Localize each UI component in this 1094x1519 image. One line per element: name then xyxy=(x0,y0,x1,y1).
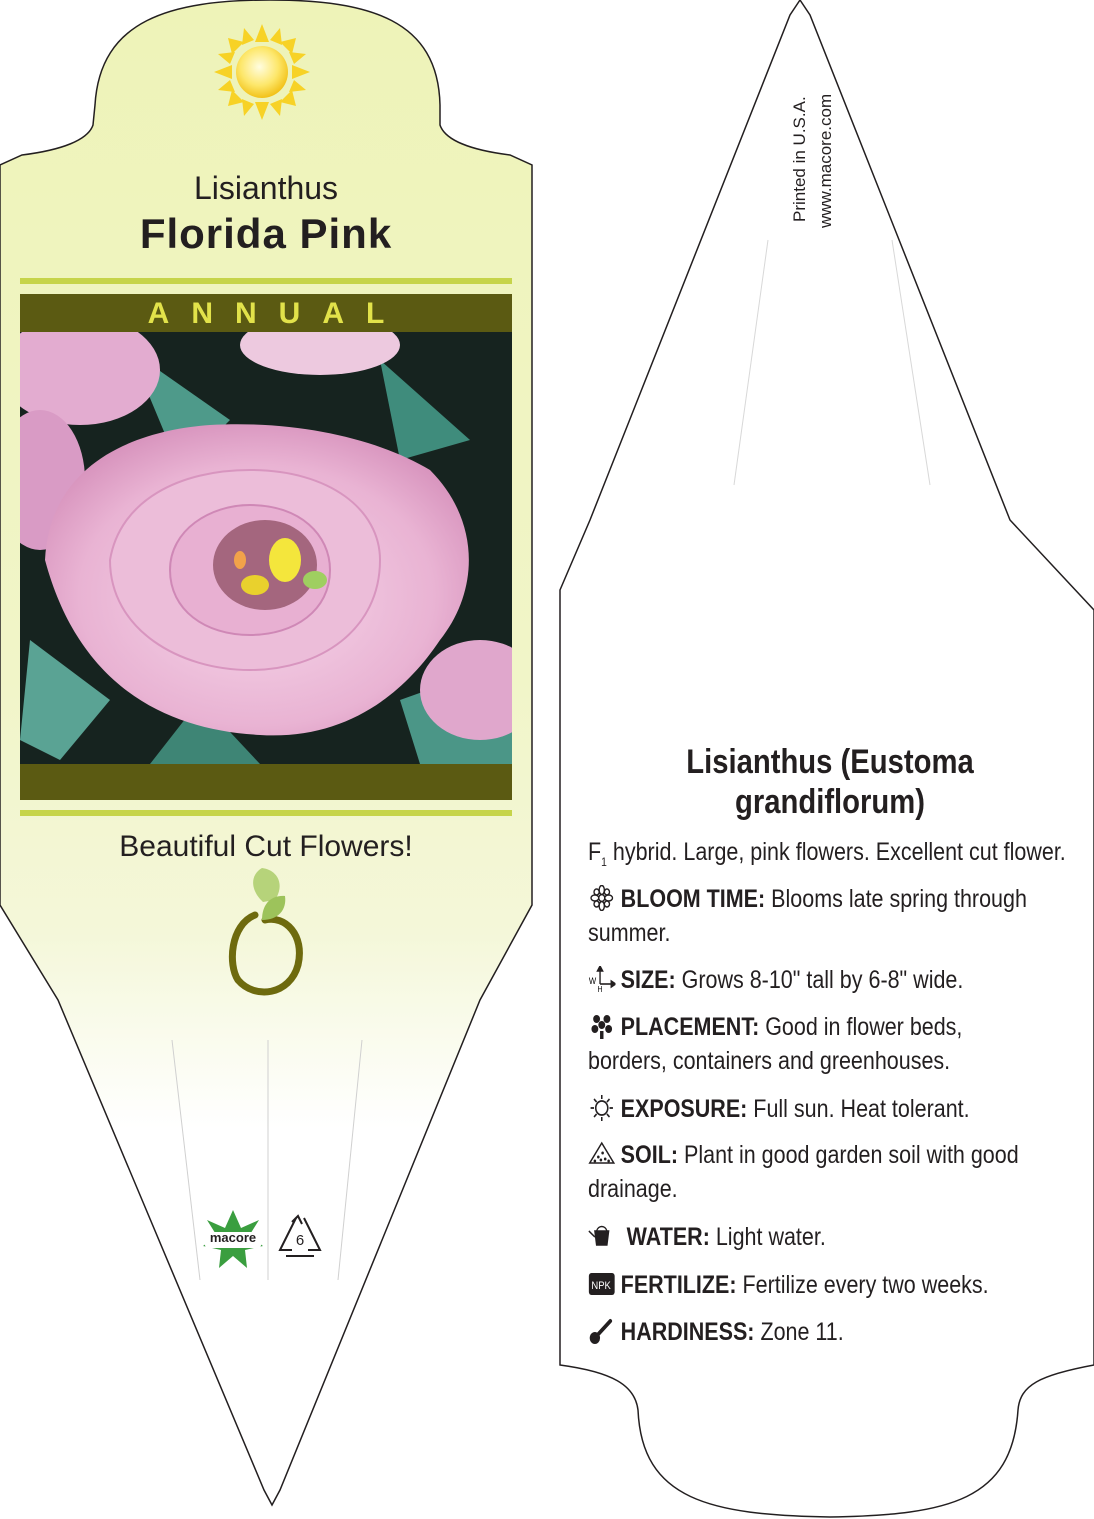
desc-sub: 1 xyxy=(601,855,607,869)
printed-in: Printed in U.S.A. xyxy=(790,96,809,222)
care-row-placement xyxy=(588,1010,1031,1078)
sun-icon xyxy=(588,1095,616,1121)
hardiness-text: Zone 11. xyxy=(760,1318,844,1346)
care-row-hardiness xyxy=(588,1315,1031,1349)
placement-label: PLACEMENT: xyxy=(620,1013,760,1041)
placement-icon xyxy=(588,1013,616,1039)
water-label: WATER: xyxy=(626,1223,710,1251)
website: www.macore.com xyxy=(816,93,835,228)
desc-prefix: F xyxy=(588,838,602,866)
printed-info xyxy=(790,60,835,240)
variety-name: Florida Pink xyxy=(139,210,393,257)
desc-text: hybrid. Large, pink flowers. Excellent cut flower. xyxy=(606,838,1066,866)
size-label: SIZE: xyxy=(620,966,676,994)
care-row-soil xyxy=(588,1138,1031,1206)
soil-label: SOIL: xyxy=(620,1141,679,1169)
npk-text: NPK xyxy=(591,1280,611,1293)
thermometer-icon xyxy=(588,1318,616,1344)
hardiness-label: HARDINESS: xyxy=(620,1318,755,1346)
botanical-title: Lisianthus (Eustoma grandiflorum) xyxy=(686,743,974,821)
common-name: Lisianthus xyxy=(193,170,339,206)
recycle-code: 6 xyxy=(295,1232,305,1249)
soil-icon xyxy=(588,1141,616,1167)
flower-icon xyxy=(588,885,616,911)
tagline: Beautiful Cut Flowers! xyxy=(119,830,413,863)
care-row-fertilize xyxy=(588,1268,1031,1302)
exposure-text: Full sun. Heat tolerant. xyxy=(753,1095,970,1123)
size-h: H xyxy=(597,984,603,992)
exposure-label: EXPOSURE: xyxy=(620,1095,748,1123)
category-label: ANNUAL xyxy=(147,297,407,330)
care-row-water xyxy=(588,1220,1031,1254)
description xyxy=(588,838,1070,869)
fertilize-label: FERTILIZE: xyxy=(620,1271,737,1299)
flower-photo xyxy=(0,315,540,764)
npk-icon xyxy=(588,1271,616,1297)
size-text: Grows 8-10" tall by 6-8" wide. xyxy=(681,966,964,994)
care-row-size xyxy=(588,963,1031,997)
water-text: Light water. xyxy=(715,1223,826,1251)
size-w: W xyxy=(588,975,597,987)
soil-text: Plant in good garden soil with good drainage. xyxy=(588,1141,1019,1203)
placement-text: Good in flower beds, borders, containers and greenhouses. xyxy=(588,1013,963,1075)
bloom-text: Blooms late spring through summer. xyxy=(588,885,1027,947)
fertilize-text: Fertilize every two weeks. xyxy=(742,1271,989,1299)
brand-name: macore xyxy=(209,1230,257,1245)
sun-logo-icon xyxy=(214,24,310,120)
watering-can-icon xyxy=(588,1223,616,1249)
care-row-bloom xyxy=(588,882,1031,950)
bloom-label: BLOOM TIME: xyxy=(620,885,766,913)
care-row-exposure xyxy=(588,1092,1031,1126)
size-icon xyxy=(588,966,616,992)
